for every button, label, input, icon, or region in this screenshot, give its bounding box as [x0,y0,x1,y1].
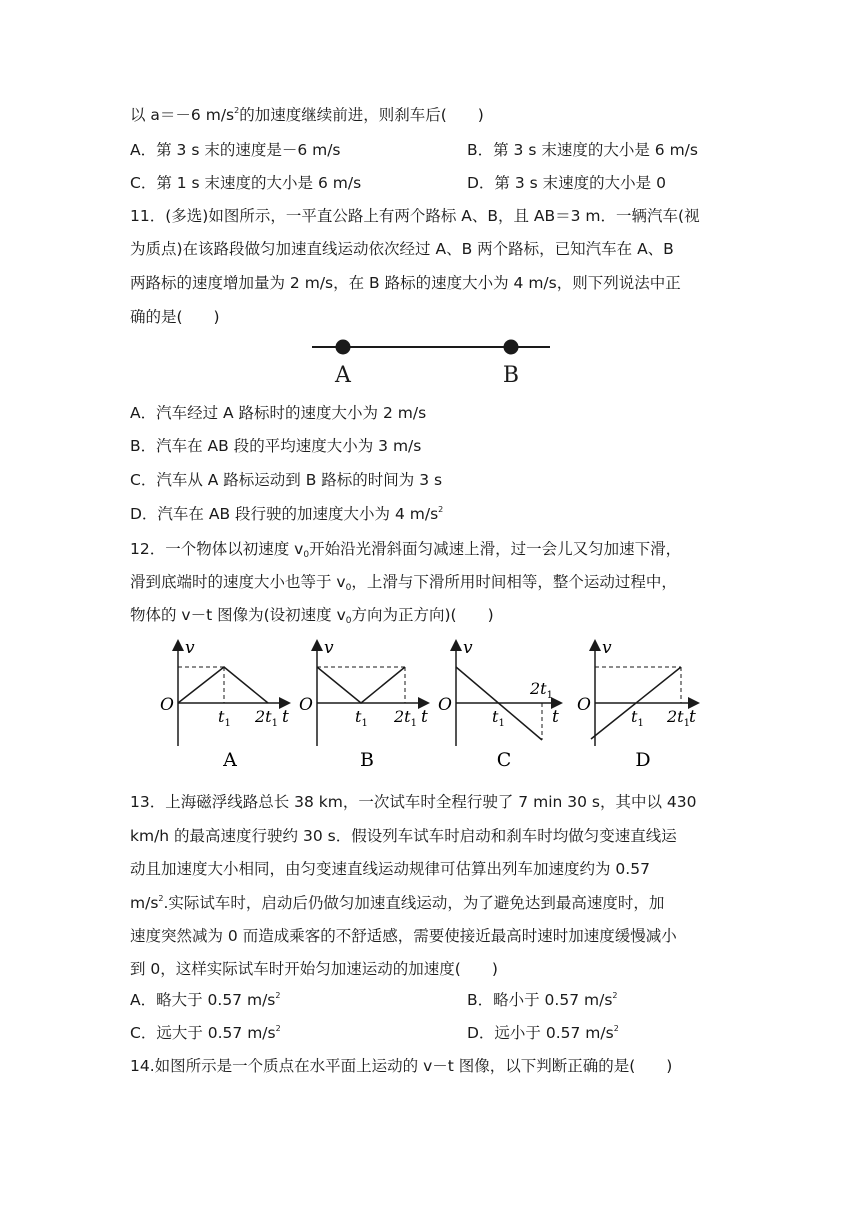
marker-b-label: B [502,363,520,388]
graph-d-label: D [635,749,651,771]
q13-option-b: B．略小于 0.57 $m/s^2$ [467,991,618,1009]
graph-a-label: A [223,749,237,771]
velocity-line [317,667,405,703]
t-axis-label: t [421,707,428,727]
v-axis-label: v [185,638,195,658]
t1-tick-label: $t_1$ [492,707,505,729]
vt-graph-c [436,636,576,771]
road-marker-figure [300,335,560,390]
origin-label: O [299,695,313,715]
v-axis-label: v [463,638,473,658]
t-axis-label: t [689,707,696,727]
q12-stem-line-1: 12．一个物体以初速度 $v_0$开始沿光滑斜面匀减速上滑，过一会儿又匀加速下滑， [130,540,682,560]
q11-stem-line-1: 11．(多选)如图所示，一平直公路上有两个路标 A、B，且 AB＝3 m．一辆汽车(视 [130,207,700,225]
marker-b-dot [504,340,519,355]
2t1-tick-label: $2t_1$ [255,707,278,729]
q11-stem-line-3: 两路标的速度增加量为 2 m/s，在 B 路标的速度大小为 4 m/s，则下列说法中正 [130,274,681,292]
q14-stem-line-1: 14.如图所示是一个质点在水平面上运动的 v－t 图像，以下判断正确的是( ) [130,1057,673,1075]
2t1-tick-label: $2t_1$ [394,707,417,729]
vt-graph-b [297,636,437,771]
velocity-line [178,667,268,703]
origin-label: O [577,695,591,715]
origin-label: O [160,695,174,715]
q11-stem-line-2: 为质点)在该路段做匀加速直线运动依次经过 A、B 两个路标，已知汽车在 A、B [130,240,674,258]
v-axis-label: v [324,638,334,658]
q11-option-a: A．汽车经过 A 路标时的速度大小为 2 m/s [130,404,427,422]
q11-option-c: C．汽车从 A 路标运动到 B 路标的时间为 3 s [130,471,443,489]
q13-option-d: D．远小于 0.57 $m/s^2$ [467,1024,619,1042]
marker-a-label: A [335,363,351,388]
t-axis-label: t [552,707,559,727]
graph-b-label: B [360,749,374,771]
q12-stem-line-3: 物体的 v－t 图像为(设初速度 $v_0$方向为正方向)( ) [130,606,494,626]
t-axis-label: t [282,707,289,727]
q13-option-a: A．略大于 0.57 $m/s^2$ [130,991,281,1009]
q13-stem-line-2: km/h 的最高速度行驶约 30 s．假设列车试车时启动和刹车时均做匀变速直线运 [130,827,677,845]
q10-option-c: C．第 1 s 末速度的大小是 6 m/s [130,174,362,192]
q13-stem-line-3: 动且加速度大小相同，由匀变速直线运动规律可估算出列车加速度约为 0.57 [130,860,650,878]
v-axis-label: v [602,638,612,658]
q10-option-b: B．第 3 s 末速度的大小是 6 m/s [467,141,698,159]
q13-stem-line-4: $m/s^2$.实际试车时，启动后仍做匀加速直线运动，为了避免达到最高速度时，加 [130,894,665,912]
q13-stem-line-5: 速度突然减为 0 而造成乘客的不舒适感，需要使接近最高时速时加速度缓慢减小 [130,927,677,945]
q13-option-c: C．远大于 0.57 $m/s^2$ [130,1024,281,1042]
origin-label: O [438,695,452,715]
graph-c-label: C [496,749,512,771]
vt-graph-a [158,636,298,771]
2t1-tick-label: $2t_1$ [530,679,553,701]
q13-stem-line-1: 13．上海磁浮线路总长 38 km，一次试车时全程行驶了 7 min 30 s，其中以 430 [130,793,697,811]
q11-stem-line-4: 确的是( ) [130,308,220,326]
t1-tick-label: $t_1$ [631,707,644,729]
q10-stem-end: 以 a＝－6 $m/s^2$的加速度继续前进，则刹车后( ) [130,106,484,124]
q12-stem-line-2: 滑到底端时的速度大小也等于 $v_0$，上滑与下滑所用时间相等，整个运动过程中， [130,573,677,593]
q11-option-b: B．汽车在 AB 段的平均速度大小为 3 m/s [130,437,422,455]
q10-option-a: A．第 3 s 末的速度是－6 m/s [130,141,341,159]
q13-stem-line-6: 到 0，这样实际试车时开始匀加速运动的加速度( ) [130,960,498,978]
q11-option-d: D．汽车在 AB 段行驶的加速度大小为 4 $m/s^2$ [130,505,444,523]
marker-a-dot [336,340,351,355]
q10-option-d: D．第 3 s 末速度的大小是 0 [467,174,666,192]
t1-tick-label: $t_1$ [218,707,231,729]
vt-graph-d [575,636,715,771]
t1-tick-label: $t_1$ [355,707,368,729]
2t1-tick-label: $2t_1$ [667,707,690,729]
